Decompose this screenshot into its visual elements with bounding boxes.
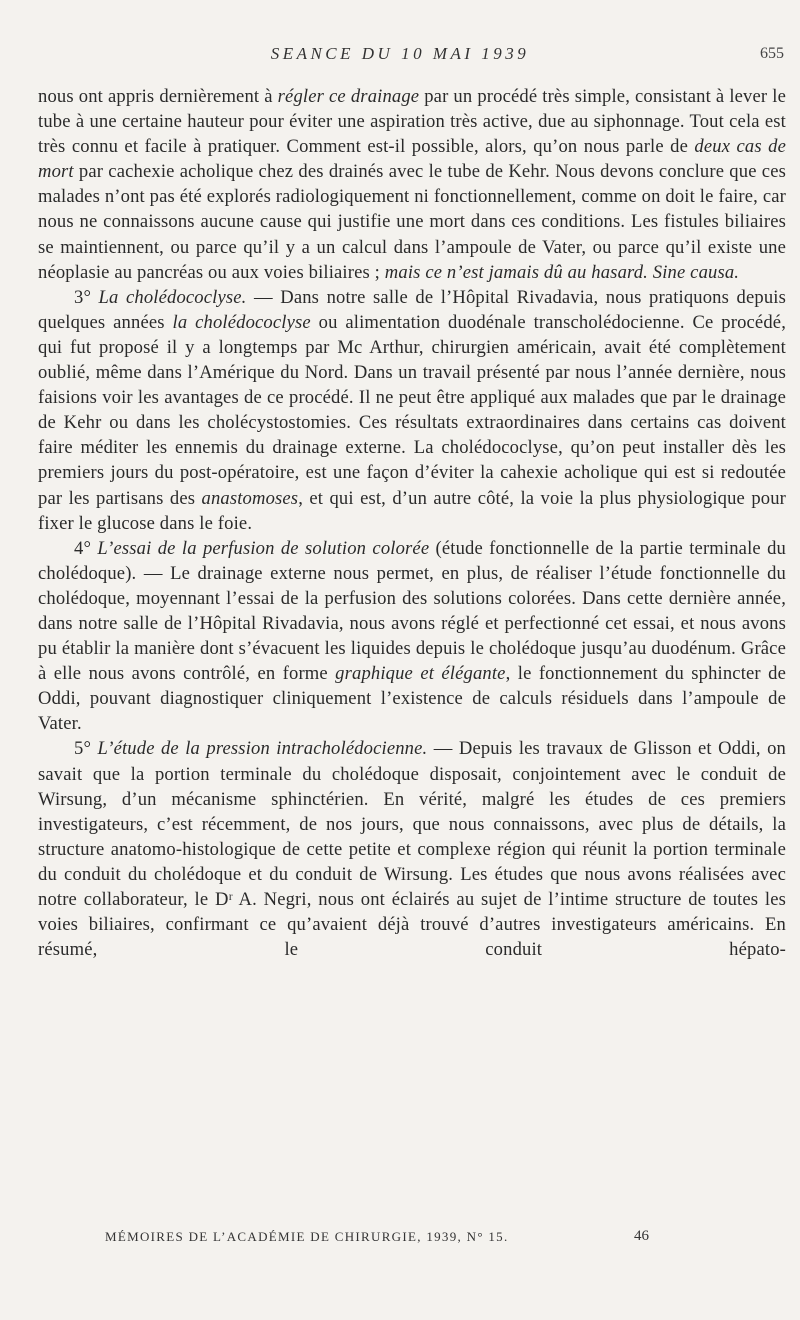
paragraph (38, 84, 786, 285)
text-run: — Depuis les travaux de Glisson et Oddi, on savait que la portion terminale du cholédoque disposait, conjointement avec le conduit de Wirsung, d’un mécanisme sphinctérien. En vérité, malgré les études de ces premiers investigateurs, c’est récemment, de nos jours, que nous connaissons, avec plus de détails, la structure anatomo-histologique de cette petite et complexe région qui réunit la portion terminale du conduit du cholédoque et du conduit de Wirsung. Les études que nous avons réalisées avec notre collaborateur, le Dʳ A. Negri, nous ont éclairés au sujet de l’intime structure de toutes les voies biliaires, confirmant ce qu’avaient déjà trouvé d’autres investigateurs américains. En résumé, le conduit hépato- (38, 738, 787, 961)
italic-run: deux cas de mort (38, 136, 786, 183)
text-run: 5° (74, 738, 98, 760)
running-header (0, 44, 800, 68)
paragraph (38, 285, 786, 536)
italic-run: graphique et élégante (335, 663, 506, 685)
text-run: (étude fonctionnelle de la partie terminale du cholédoque). — Le drainage externe nous permet, en plus, de réaliser l’étude fonctionnelle du cholédoque, moyennant l’essai de la perfusion des solutions colorées. Dans cette dernière année, dans notre salle de l’Hôpital Rivadavia, nous avons réglé et perfectionné cet essai, et nous avons pu établir la manière dont s’évacuent les liquides depuis le cholédoque jusqu’au duodénum. Grâce à elle nous avons contrôlé, en forme (38, 537, 786, 685)
italic-run: L’étude de la pression intracholédocienne. (97, 738, 428, 760)
running-title: SEANCE DU 10 MAI 1939 (270, 44, 530, 63)
page-footer (0, 1229, 800, 1251)
italic-run: La cholédococlyse. (98, 286, 247, 308)
text-run: nous ont appris dernièrement à (38, 86, 278, 107)
text-run: , le fonctionnement du sphincter de Oddi, pouvant diagnostiquer cliniquement l’existence de calculs résiduels dans l’ampoule de Vater. (38, 663, 786, 735)
text-run: ou alimentation duodénale transcholédocienne. Ce procédé, qui fut proposé il y a longtemps par Mc Arthur, chirurgien américain, avait été complètement oublié, même dans l’Amérique du Nord. Dans un travail présenté par nous l’année dernière, nous faisions voir les avantages de ce procédé. Il ne peut être appliqué aux malades que par le drainage de Kehr ou dans les cholécystostomies. Ces résultats extraordinaires dans certains cas doivent faire méditer les ennemis du drainage externe. La cholédococlyse, qu’on peut installer dès les premiers jours du post-opératoire, est une façon d’éviter la cahexie acholique qui est si redoutée par les partisans des (38, 311, 786, 509)
italic-run: mais ce n’est jamais dû au hasard. Sine causa. (384, 261, 740, 283)
body-text (38, 84, 786, 962)
text-run: par cachexie acholique chez des drainés avec le tube de Kehr. Nous devons conclure que ces malades n’ont pas été explorés radiologiquement ni fonctionnellement, comme on doit le faire, car nous ne connaissons aucune cause qui justifie une mort dans ces conditions. Les fistules biliaires se maintiennent, ou parce qu’il y a un calcul dans l’ampoule de Vater, ou parce qu’il existe une néoplasie au pancréas ou aux voies biliaires ; (38, 161, 786, 283)
italic-run: L’essai de la perfusion de solution colorée (97, 537, 430, 559)
text-run: 3° (74, 286, 99, 308)
text-run: , et qui est, d’un autre côté, la voie la plus physiologique pour fixer le glucose dans le foie. (38, 487, 786, 534)
text-run: 4° (74, 537, 98, 559)
text-run: par un procédé très simple, consistant à lever le tube à une certaine hauteur pour éviter une aspiration très active, due au siphonnage. Tout cela est très connu et facile à pratiquer. Comment est-il possible, alors, qu’on nous parle de (38, 86, 786, 158)
italic-run: anastomoses (201, 487, 299, 509)
page-number: 655 (760, 45, 784, 62)
italic-run: régler ce drainage (277, 86, 420, 107)
footer-journal-line: MÉMOIRES DE L’ACADÉMIE DE CHIRURGIE, 1939, N° 15. (105, 1229, 509, 1244)
footer-sheet-number: 46 (634, 1228, 649, 1244)
text-run: — Dans notre salle de l’Hôpital Rivadavia, nous pratiquons depuis quelques années (38, 286, 786, 333)
italic-run: la cholédococlyse (172, 311, 311, 333)
paragraph (38, 536, 786, 737)
paragraph (38, 736, 786, 962)
